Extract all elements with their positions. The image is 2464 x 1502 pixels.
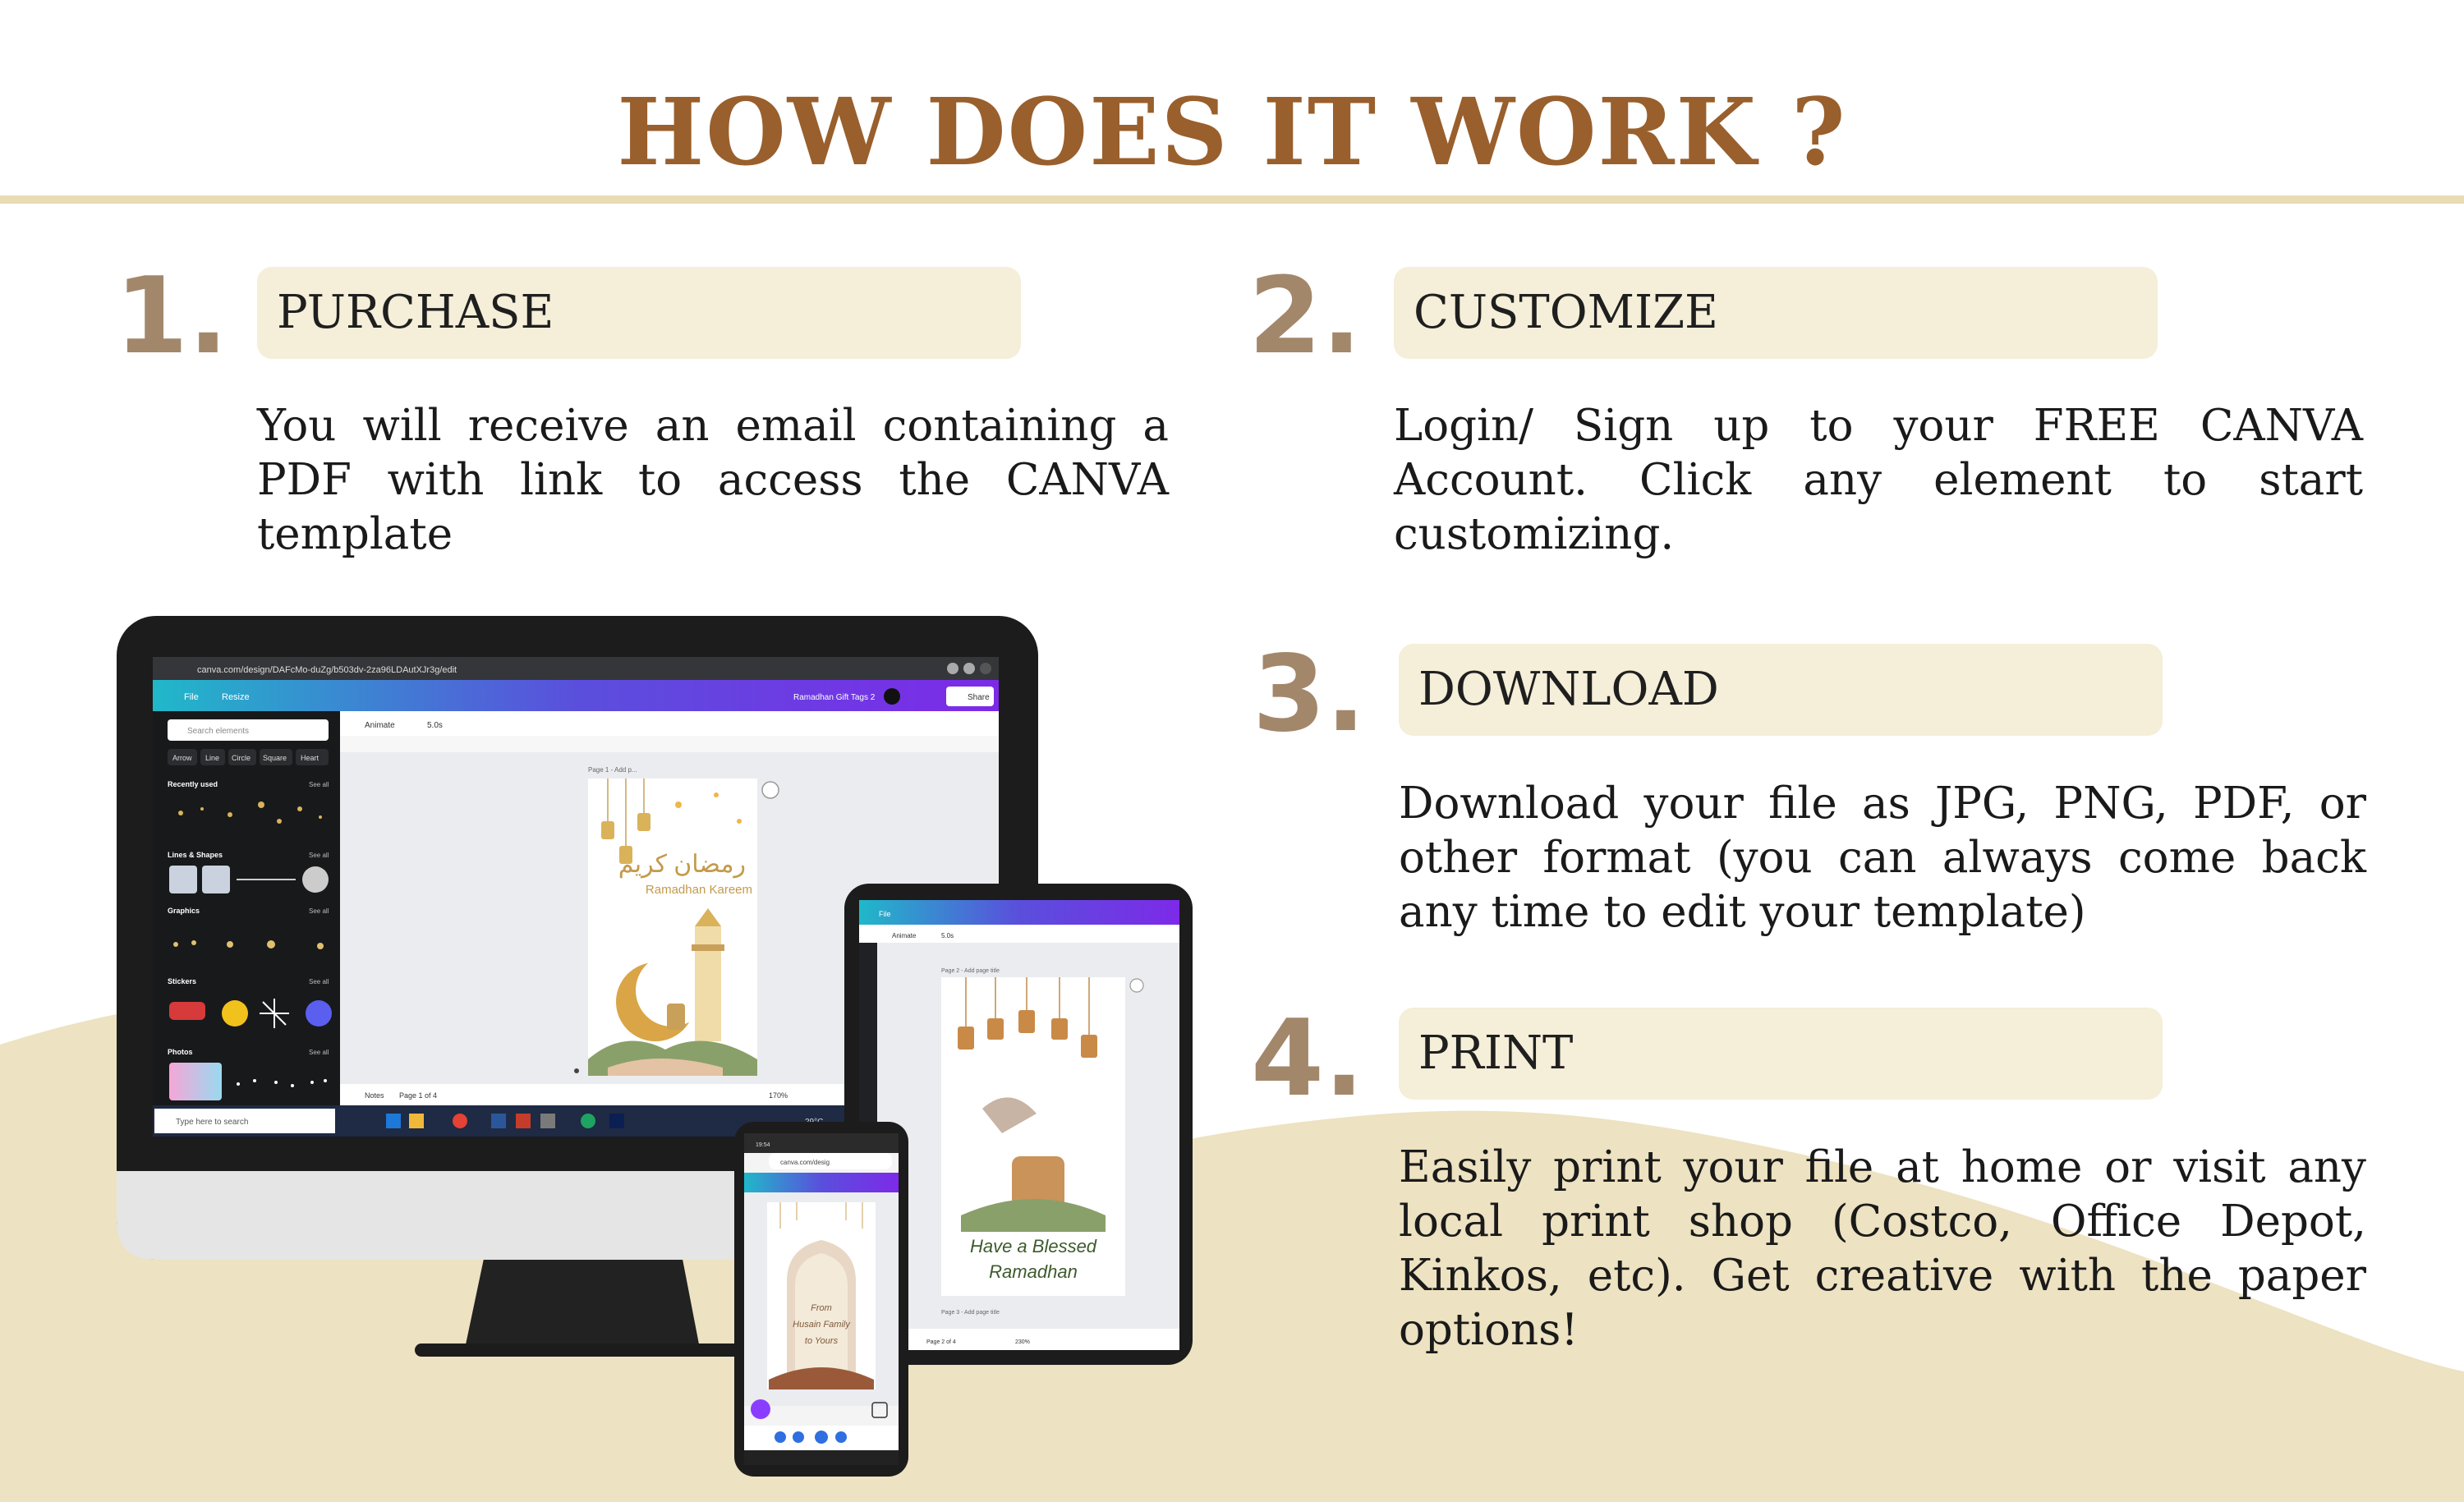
tablet-animate[interactable]: Animate [892, 932, 917, 939]
phone-card-line1: From [811, 1303, 832, 1313]
animate-button[interactable]: Animate [365, 721, 395, 730]
tablet-card-line1: Have a Blessed [969, 1236, 1097, 1256]
tablet-page-count: Page 2 of 4 [926, 1339, 956, 1345]
section-lines-shapes: Lines & Shapes [168, 851, 223, 859]
card-arabic-title: رمضان كريم [618, 851, 746, 878]
step-1-label: PURCHASE [257, 267, 1021, 359]
tablet-menu-file[interactable]: File [879, 910, 891, 918]
svg-text:Share: Share [968, 693, 990, 702]
step-4-description: Easily print your file at home or visit any local print shop (Costco, Office Depot, Kinkos, etc). Get creative with the paper options! [1399, 1142, 2366, 1355]
document-title: Ramadhan Gift Tags 2 [793, 693, 876, 702]
step-4-number: 4. [1251, 998, 1364, 1120]
phone-add-button[interactable] [751, 1399, 770, 1419]
menu-resize[interactable]: Resize [222, 692, 250, 702]
svg-text:canva.com/desig: canva.com/desig [780, 1159, 830, 1166]
svg-text:Circle: Circle [232, 754, 251, 762]
section-graphics: Graphics [168, 907, 200, 915]
step-4-label: PRINT [1399, 1008, 2163, 1100]
notes-button[interactable]: Notes [365, 1091, 384, 1100]
tablet-duration[interactable]: 5.0s [941, 932, 954, 939]
svg-text:Square: Square [263, 754, 287, 762]
step-1-number: 1. [115, 255, 228, 378]
page-label: Page 1 - Add p... [588, 766, 637, 774]
step-2-number: 2. [1248, 255, 1362, 378]
svg-text:Search elements: Search elements [187, 727, 250, 736]
chip-row [168, 749, 329, 765]
svg-text:See all: See all [309, 781, 329, 788]
step-3-description: Download your file as JPG, PNG, PDF, or other format (you can always come back any time to edit your template) [1399, 779, 2366, 937]
title-divider [0, 195, 2464, 204]
svg-text:Heart: Heart [301, 754, 319, 762]
svg-text:Line: Line [205, 754, 220, 762]
svg-text:See all: See all [309, 852, 329, 859]
browser-url-bar[interactable]: canva.com/design/DAFcMo-duZg/b503dv-2za96LDAutXJr3g/edit [197, 665, 457, 675]
section-stickers: Stickers [168, 977, 197, 985]
section-photos: Photos [168, 1048, 193, 1056]
svg-text:Type here to search: Type here to search [176, 1118, 249, 1127]
svg-text:Arrow: Arrow [172, 754, 192, 762]
svg-text:See all: See all [309, 978, 329, 985]
tablet-page2-label: Page 2 - Add page title [941, 968, 1000, 974]
svg-text:See all: See all [309, 907, 329, 915]
page-title: HOW DOES IT WORK ? [617, 79, 1847, 186]
step-3-number: 3. [1253, 633, 1366, 756]
tablet-card-line2: Ramadhan [989, 1261, 1078, 1282]
phone-clock: 19:54 [756, 1142, 770, 1148]
phone-card-line2: Husain Family [793, 1320, 850, 1330]
zoom-level[interactable]: 170% [769, 1091, 788, 1100]
svg-text:See all: See all [309, 1049, 329, 1056]
step-2-description: Login/ Sign up to your FREE CANVA Account. Click any element to start customizing. [1394, 401, 2363, 559]
step-1-description: You will receive an email containing a PDF with link to access the CANVA template [257, 401, 1169, 559]
tablet-zoom[interactable]: 230% [1015, 1339, 1030, 1345]
menu-file[interactable]: File [184, 692, 199, 702]
tablet-page3-label: Page 3 - Add page title [941, 1310, 1000, 1316]
step-3-label: DOWNLOAD [1399, 644, 2163, 736]
step-2-label: CUSTOMIZE [1394, 267, 2158, 359]
duration-button[interactable]: 5.0s [427, 721, 443, 730]
phone-card-line3: to Yours [804, 1336, 839, 1346]
card-subtitle: Ramadhan Kareem [645, 883, 752, 897]
page-count: Page 1 of 4 [399, 1091, 438, 1100]
phone-device [734, 1122, 908, 1477]
section-recently-used: Recently used [168, 780, 218, 788]
